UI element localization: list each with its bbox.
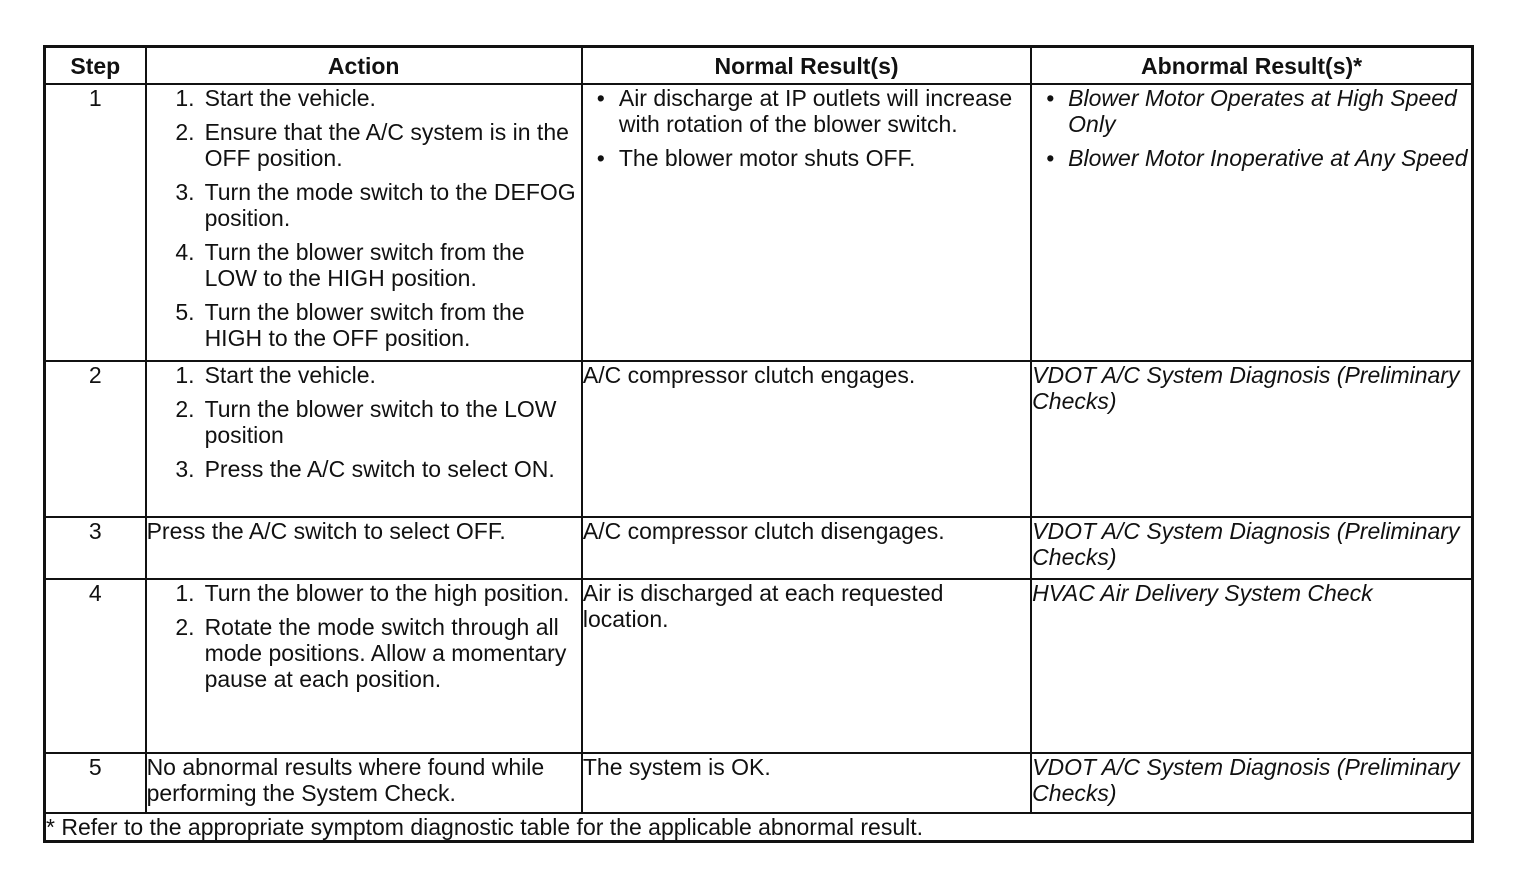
abnormal-result-cell: VDOT A/C System Diagnosis (Preliminary Checks): [1031, 361, 1472, 517]
table-row: [45, 517, 1473, 579]
normal-result-cell: [582, 84, 1031, 361]
list-item: • Blower Motor Inoperative at Any Speed: [1032, 145, 1471, 171]
abnormal-result-cell: HVAC Air Delivery System Check: [1031, 579, 1472, 753]
list-item: 3. Press the A/C switch to select ON.: [175, 456, 555, 482]
action-steps: [147, 85, 581, 351]
abnormal-result-cell: VDOT A/C System Diagnosis (Preliminary Checks): [1031, 517, 1472, 579]
list-item: 1. Turn the blower to the high position.: [175, 580, 570, 606]
list-item: 4. Turn the blower switch from the LOW to the HIGH position.: [175, 239, 525, 291]
table-row: [45, 579, 1473, 753]
abnormal-results-list: [1032, 85, 1471, 171]
normal-result-cell: The system is OK.: [582, 753, 1031, 813]
action-steps: [147, 580, 581, 692]
action-cell: No abnormal results where found while performing the System Check.: [146, 753, 582, 813]
list-item: 2. Turn the blower switch to the LOW position: [175, 396, 557, 448]
action-cell: [146, 361, 582, 517]
bullet-icon: •: [1046, 145, 1055, 171]
step-number: 4: [45, 579, 146, 753]
step-number: 5: [45, 753, 146, 813]
step-number: 1: [45, 84, 146, 361]
normal-result-cell: A/C compressor clutch disengages.: [582, 517, 1031, 579]
bullet-icon: •: [596, 85, 605, 111]
list-item: 2. Rotate the mode switch through all mode positions. Allow a momentary pause at each position.: [175, 614, 567, 692]
action-cell: [146, 84, 582, 361]
list-item: 2. Ensure that the A/C system is in the OFF position.: [175, 119, 569, 171]
header-step: Step: [45, 47, 146, 85]
list-item: 1. Start the vehicle.: [175, 362, 376, 388]
header-abnormal-results: Abnormal Result(s)*: [1031, 47, 1472, 85]
list-item: 5. Turn the blower switch from the HIGH to the OFF position.: [175, 299, 525, 351]
footnote: * Refer to the appropriate symptom diagnostic table for the applicable abnormal result.: [45, 813, 1473, 842]
normal-result-cell: A/C compressor clutch engages.: [582, 361, 1031, 517]
bullet-icon: •: [596, 145, 605, 171]
bullet-icon: •: [1046, 85, 1055, 111]
diagnostic-table: [43, 45, 1474, 843]
list-item: 1. Start the vehicle.: [175, 85, 376, 111]
action-steps: [147, 362, 581, 482]
abnormal-result-cell: [1031, 84, 1472, 361]
normal-results-list: [583, 85, 1030, 171]
step-number: 3: [45, 517, 146, 579]
abnormal-result-cell: VDOT A/C System Diagnosis (Preliminary Checks): [1031, 753, 1472, 813]
list-item: • Air discharge at IP outlets will increase with rotation of the blower switch.: [583, 85, 1030, 137]
table-row: [45, 84, 1473, 361]
table-row: [45, 361, 1473, 517]
header-normal-results: Normal Result(s): [582, 47, 1031, 85]
header-row: [45, 47, 1473, 85]
list-item: • Blower Motor Operates at High Speed Only: [1032, 85, 1471, 137]
footnote-row: [45, 813, 1473, 842]
header-action: Action: [146, 47, 582, 85]
action-cell: [146, 579, 582, 753]
normal-result-cell: Air is discharged at each requested location.: [582, 579, 1031, 753]
action-cell: Press the A/C switch to select OFF.: [146, 517, 582, 579]
list-item: 3. Turn the mode switch to the DEFOG position.: [175, 179, 576, 231]
table-row: [45, 753, 1473, 813]
list-item: • The blower motor shuts OFF.: [583, 145, 1030, 171]
step-number: 2: [45, 361, 146, 517]
